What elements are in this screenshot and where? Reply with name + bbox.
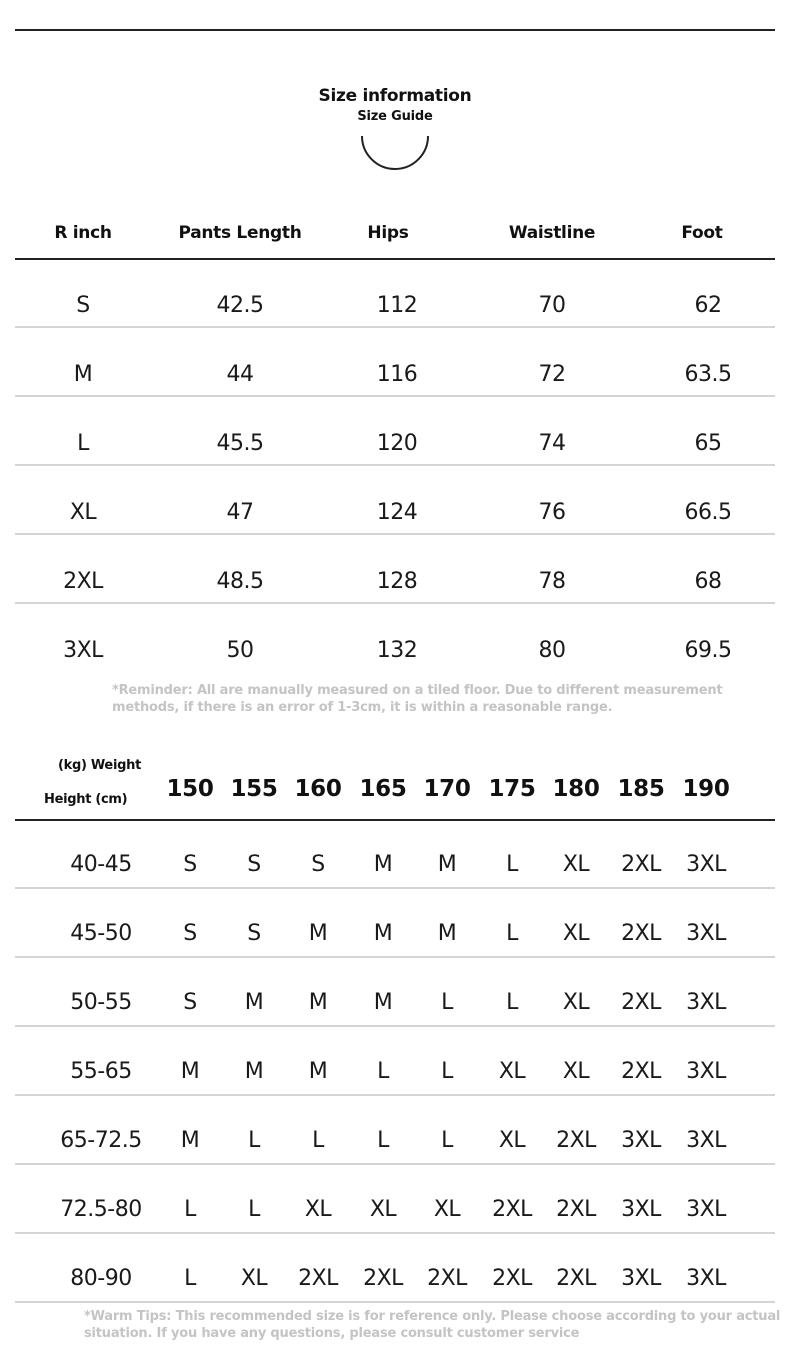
- recommended-size-cell: M: [437, 852, 457, 877]
- weight-range-cell: 55-65: [70, 1059, 132, 1084]
- size-measure-cell: 72: [538, 362, 566, 387]
- weight-range-cell: 80-90: [70, 1266, 132, 1291]
- recommended-size-cell: M: [308, 990, 328, 1015]
- rec-row-rule: [15, 956, 775, 958]
- recommended-size-cell: L: [441, 1128, 453, 1153]
- rec-row-rule: [15, 1094, 775, 1096]
- size-measure-cell: 120: [376, 431, 418, 456]
- recommended-size-cell: L: [248, 1197, 260, 1222]
- weight-range-cell: 40-45: [70, 852, 132, 877]
- height-col-header: 175: [488, 776, 536, 802]
- recommended-size-cell: 2XL: [427, 1266, 467, 1291]
- height-col-header: 180: [552, 776, 600, 802]
- recommended-size-cell: XL: [562, 852, 590, 877]
- size-measure-cell: 45.5: [216, 431, 264, 456]
- recommended-size-cell: 3XL: [621, 1128, 661, 1153]
- rec-row-rule: [15, 1025, 775, 1027]
- recommended-size-cell: 3XL: [686, 1059, 726, 1084]
- size-measure-cell: 65: [694, 431, 722, 456]
- recommended-size-cell: XL: [304, 1197, 332, 1222]
- recommended-size-cell: 2XL: [298, 1266, 338, 1291]
- size-measure-cell: 76: [538, 500, 566, 525]
- recommended-size-cell: L: [248, 1128, 260, 1153]
- recommended-size-cell: L: [506, 852, 518, 877]
- size-measure-cell: 44: [226, 362, 254, 387]
- recommended-size-cell: XL: [498, 1059, 526, 1084]
- recommended-size-cell: M: [373, 990, 393, 1015]
- recommended-size-cell: M: [180, 1059, 200, 1084]
- recommended-size-cell: S: [183, 921, 197, 946]
- size-measure-cell: 132: [376, 638, 418, 663]
- rec-row-rule: [15, 1301, 775, 1303]
- size-measure-cell: 116: [376, 362, 418, 387]
- height-axis-label: Height (cm): [44, 792, 128, 807]
- size-measure-cell: 50: [226, 638, 254, 663]
- recommended-size-cell: XL: [369, 1197, 397, 1222]
- size-header-rule: [15, 258, 775, 260]
- recommended-size-cell: 2XL: [556, 1128, 596, 1153]
- rec-header-rule: [15, 819, 775, 821]
- recommended-size-cell: 2XL: [621, 852, 661, 877]
- recommended-size-cell: S: [247, 921, 261, 946]
- recommended-size-cell: XL: [240, 1266, 268, 1291]
- height-col-header: 190: [682, 776, 730, 802]
- tips-line-2: situation. If you have any questions, please consult customer service: [84, 1326, 580, 1341]
- size-col-header: Hips: [367, 223, 409, 243]
- size-measure-cell: 62: [694, 293, 722, 318]
- recommended-size-cell: M: [244, 1059, 264, 1084]
- size-label-cell: S: [76, 293, 90, 318]
- recommended-size-cell: XL: [433, 1197, 461, 1222]
- recommended-size-cell: 3XL: [686, 1266, 726, 1291]
- recommended-size-cell: M: [180, 1128, 200, 1153]
- title-block: [0, 86, 790, 124]
- weight-range-cell: 65-72.5: [60, 1128, 142, 1153]
- recommended-size-cell: 2XL: [492, 1266, 532, 1291]
- size-measure-cell: 74: [538, 431, 566, 456]
- size-measure-cell: 66.5: [684, 500, 732, 525]
- recommended-size-cell: 3XL: [686, 990, 726, 1015]
- reminder-note: [112, 682, 722, 716]
- recommended-size-cell: S: [183, 852, 197, 877]
- recommended-size-cell: L: [377, 1059, 389, 1084]
- recommended-size-cell: L: [312, 1128, 324, 1153]
- size-measure-cell: 78: [538, 569, 566, 594]
- weight-range-cell: 72.5-80: [60, 1197, 142, 1222]
- rec-row-rule: [15, 1163, 775, 1165]
- recommended-size-cell: S: [183, 990, 197, 1015]
- recommended-size-cell: L: [377, 1128, 389, 1153]
- size-measure-cell: 48.5: [216, 569, 264, 594]
- size-measure-cell: 69.5: [684, 638, 732, 663]
- recommended-size-cell: M: [308, 1059, 328, 1084]
- size-label-cell: 2XL: [63, 569, 103, 594]
- recommended-size-cell: 3XL: [686, 921, 726, 946]
- height-col-header: 170: [423, 776, 471, 802]
- size-label-cell: 3XL: [63, 638, 103, 663]
- recommended-size-cell: M: [437, 921, 457, 946]
- recommended-size-cell: 2XL: [363, 1266, 403, 1291]
- recommended-size-cell: 2XL: [492, 1197, 532, 1222]
- recommended-size-cell: L: [506, 921, 518, 946]
- size-col-header: R inch: [54, 223, 112, 243]
- size-label-cell: M: [73, 362, 93, 387]
- recommended-size-cell: 2XL: [556, 1266, 596, 1291]
- height-col-header: 185: [617, 776, 665, 802]
- recommended-size-cell: L: [506, 990, 518, 1015]
- size-col-header: Pants Length: [178, 223, 302, 243]
- recommended-size-cell: 2XL: [621, 921, 661, 946]
- size-row-rule: [15, 464, 775, 466]
- warm-tips-note: [84, 1308, 780, 1342]
- tips-line-1: *Warm Tips: This recommended size is for reference only. Please choose according to your actual: [84, 1309, 781, 1324]
- recommended-size-cell: 3XL: [686, 1128, 726, 1153]
- recommended-size-cell: L: [184, 1197, 196, 1222]
- size-col-header: Foot: [681, 223, 723, 243]
- size-measure-cell: 63.5: [684, 362, 732, 387]
- size-label-cell: XL: [69, 500, 97, 525]
- recommended-size-cell: 3XL: [621, 1197, 661, 1222]
- recommended-size-cell: XL: [562, 921, 590, 946]
- recommended-size-cell: 2XL: [621, 1059, 661, 1084]
- size-row-rule: [15, 326, 775, 328]
- rec-row-rule: [15, 887, 775, 889]
- page-title: Size information: [318, 86, 472, 106]
- recommended-size-cell: L: [441, 990, 453, 1015]
- size-row-rule: [15, 395, 775, 397]
- height-col-header: 160: [294, 776, 342, 802]
- recommended-size-cell: XL: [498, 1128, 526, 1153]
- size-row-rule: [15, 533, 775, 535]
- height-col-header: 155: [230, 776, 278, 802]
- size-row-rule: [15, 602, 775, 604]
- recommended-size-cell: 3XL: [686, 852, 726, 877]
- page-subtitle: Size Guide: [357, 109, 433, 124]
- arc-ornament-icon: [360, 136, 430, 172]
- recommended-size-cell: XL: [562, 990, 590, 1015]
- recommended-size-cell: 2XL: [621, 990, 661, 1015]
- height-col-header: 165: [359, 776, 407, 802]
- weight-range-cell: 45-50: [70, 921, 132, 946]
- recommended-size-cell: XL: [562, 1059, 590, 1084]
- recommended-size-cell: S: [247, 852, 261, 877]
- size-measure-cell: 112: [376, 293, 418, 318]
- size-measure-cell: 128: [376, 569, 418, 594]
- reminder-line-2: methods, if there is an error of 1-3cm, it is within a reasonable range.: [112, 700, 613, 715]
- recommended-size-cell: 2XL: [556, 1197, 596, 1222]
- size-measure-cell: 70: [538, 293, 566, 318]
- recommended-size-cell: 3XL: [686, 1197, 726, 1222]
- recommended-size-cell: M: [373, 921, 393, 946]
- rec-row-rule: [15, 1232, 775, 1234]
- recommended-size-cell: L: [441, 1059, 453, 1084]
- size-measure-cell: 80: [538, 638, 566, 663]
- size-col-header: Waistline: [508, 223, 596, 243]
- size-measure-cell: 124: [376, 500, 418, 525]
- size-measure-cell: 42.5: [216, 293, 264, 318]
- weight-range-cell: 50-55: [70, 990, 132, 1015]
- recommended-size-cell: M: [373, 852, 393, 877]
- size-label-cell: L: [77, 431, 89, 456]
- recommended-size-cell: L: [184, 1266, 196, 1291]
- reminder-line-1: *Reminder: All are manually measured on a tiled floor. Due to different measurement: [112, 683, 723, 698]
- height-col-header: 150: [166, 776, 214, 802]
- recommended-size-cell: M: [244, 990, 264, 1015]
- recommended-size-cell: 3XL: [621, 1266, 661, 1291]
- recommended-size-cell: M: [308, 921, 328, 946]
- size-measure-cell: 68: [694, 569, 722, 594]
- top-divider: [15, 29, 775, 31]
- size-measure-cell: 47: [226, 500, 254, 525]
- recommended-size-cell: S: [311, 852, 325, 877]
- weight-axis-label: (kg) Weight: [58, 758, 141, 773]
